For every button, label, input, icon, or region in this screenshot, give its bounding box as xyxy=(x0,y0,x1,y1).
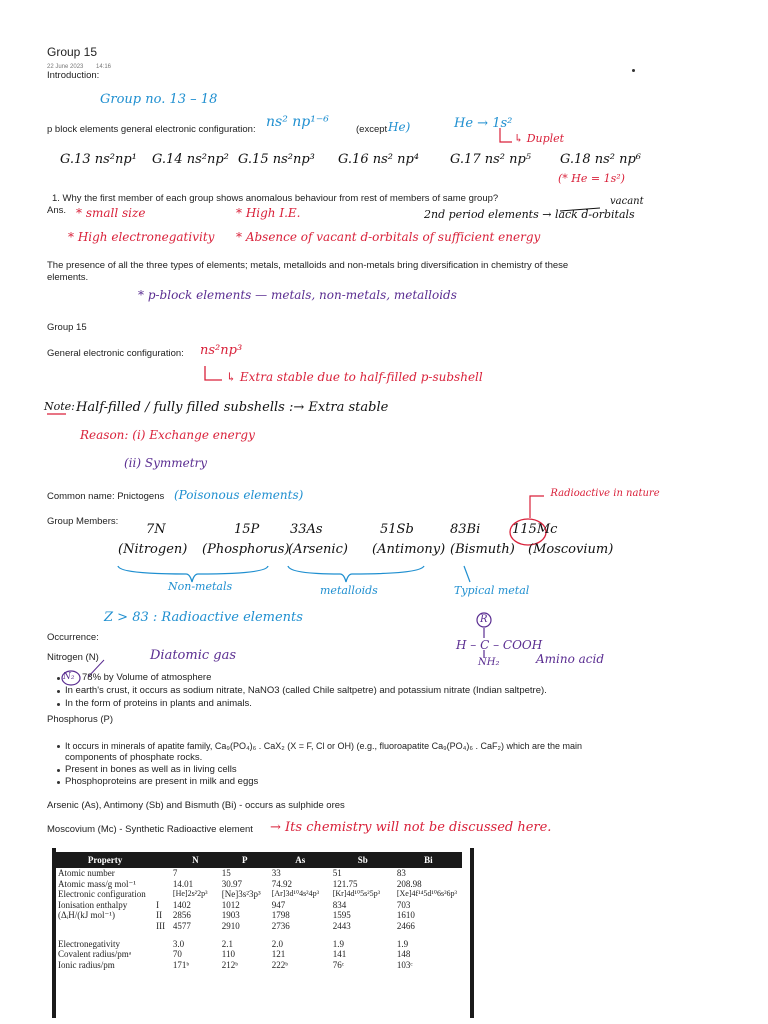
table-cell: III xyxy=(156,920,166,931)
hw-name-bismuth: (Bismuth) xyxy=(450,542,515,557)
table-cell: 4577 xyxy=(172,920,191,931)
table-cell-property: Atomic number xyxy=(58,868,115,878)
hw-symbol-mc: 115Mc xyxy=(512,522,558,537)
table-cell xyxy=(154,949,171,960)
table-cell: 1402 xyxy=(172,899,191,910)
table-cell: 15 xyxy=(221,868,231,878)
ans-label: Ans. xyxy=(47,205,67,216)
table-cell-property xyxy=(56,921,154,932)
table-cell-property: Ionic radius/pm xyxy=(58,959,115,970)
hw-g17: G.17 ns² np⁵ xyxy=(450,152,532,167)
table-cell-property: Covalent radius/pmᵃ xyxy=(58,949,132,959)
table-cell: [He]2s²2p³ xyxy=(172,889,208,898)
table-cell: 2443 xyxy=(332,920,351,931)
table-cell: 2856 xyxy=(172,910,191,920)
phosphorus-item-1: It occurs in minerals of apatite family, Ca₉(PO₄)₆ . CaX₂ (X = F, Cl or OH) (e.g., fluoroapatite Ca₉(PO₄)₆ . CaF₂) which are the main xyxy=(65,741,582,751)
bullet xyxy=(57,769,60,772)
table-row xyxy=(56,868,462,879)
hw-pblock-config: ns² np¹⁻⁶ xyxy=(266,114,329,130)
gen-config-label: General electronic configuration: xyxy=(47,348,184,359)
table-cell: 1610 xyxy=(396,910,415,920)
table-cell: 1.9 xyxy=(332,938,344,949)
hw-metalloids: metalloids xyxy=(320,584,378,597)
bullet xyxy=(57,690,60,693)
table-header: N xyxy=(171,852,220,868)
table-cell: 1595 xyxy=(332,910,351,920)
hw-amino-r: R xyxy=(480,614,488,625)
table-cell: 2736 xyxy=(271,920,290,931)
bullet xyxy=(57,703,60,706)
hw-group-no: Group no. 13 – 18 xyxy=(100,92,218,107)
table-header: Bi xyxy=(395,852,462,868)
table-header xyxy=(154,852,171,868)
hw-reason: Reason: (i) Exchange energy xyxy=(80,428,255,442)
table-header: Sb xyxy=(331,852,395,868)
hw-radioactive-nature: Radioactive in nature xyxy=(550,488,660,499)
hw-vacant: vacant xyxy=(610,196,644,207)
table-row xyxy=(56,949,462,960)
table-cell: 74.92 xyxy=(271,878,292,889)
table-row xyxy=(56,960,462,971)
hw-pnictogens: (Poisonous elements) xyxy=(174,488,304,502)
table-header: Property xyxy=(56,852,154,868)
table-row xyxy=(56,910,462,921)
hw-g18: G.18 ns² np⁶ xyxy=(560,152,642,167)
hw-diatomic: Diatomic gas xyxy=(150,648,237,663)
table-cell: 2.1 xyxy=(221,938,234,949)
table-cell: 14.01 xyxy=(172,878,194,889)
table-cell: 1.9 xyxy=(396,938,409,949)
table-cell: 947 xyxy=(271,899,286,910)
nitrogen-item-2: In earth's crust, it occurs as sodium nitrate, NaNO3 (called Chile saltpetre) and potassium nitrate (Indian saltpetre). xyxy=(65,685,547,696)
table-cell: 1798 xyxy=(271,910,290,920)
hw-typical-metal: Typical metal xyxy=(454,584,530,597)
hw-g15: G.15 ns²np³ xyxy=(238,152,315,167)
presence-text: The presence of all the three types of elements; metals, metalloids and non-metals bring diversification in chemistry of these xyxy=(47,260,569,271)
table-header: P xyxy=(220,852,270,868)
table-cell: 2.0 xyxy=(271,938,283,949)
hw-he-config: He → 1s² xyxy=(454,116,513,131)
bullet xyxy=(57,781,60,784)
phosphorus-item-2: Present in bones as well as in living cells xyxy=(65,764,237,775)
table-cell: 208.98 xyxy=(396,878,422,889)
table-cell: 70 xyxy=(172,949,182,959)
table-cell: 51 xyxy=(332,868,342,878)
nitrogen-item-3: In the form of proteins in plants and animals. xyxy=(65,698,252,709)
presence-text-2: elements. xyxy=(47,272,89,283)
hw-nonmetals: Non-metals xyxy=(168,580,233,593)
hw-note: Half-filled / fully filled subshells :→ Extra stable xyxy=(76,400,389,415)
table-cell: 76ᶜ xyxy=(332,959,345,970)
note-time: 14:16 xyxy=(96,64,112,70)
table-cell: 1012 xyxy=(221,899,240,910)
hw-g13: G.13 ns²np¹ xyxy=(60,152,137,167)
table-row xyxy=(56,879,462,890)
table-row xyxy=(56,931,462,949)
group15-heading: Group 15 xyxy=(47,322,87,333)
hw-amino-nh2: NH₂ xyxy=(478,657,500,668)
table-row xyxy=(56,889,462,900)
group-members-label: Group Members: xyxy=(47,516,119,527)
table-cell: [Kr]4d¹⁰5s²5p³ xyxy=(332,889,381,898)
hw-chem-not-discussed: → Its chemistry will not be discussed here. xyxy=(270,820,552,835)
hw-symbol-p: 15P xyxy=(234,522,260,537)
hw-2nd-period: 2nd period elements → lack d-orbitals xyxy=(424,208,635,221)
hw-extra-stable: ↳ Extra stable due to half-filled p-subshell xyxy=(226,370,483,384)
phosphorus-label: Phosphorus (P) xyxy=(47,714,114,725)
hw-ans-vacant-d: * Absence of vacant d-orbitals of sufficient energy xyxy=(236,230,541,244)
common-name-label: Common name: Pnictogens xyxy=(47,491,165,502)
table-cell: I xyxy=(156,899,160,910)
table-cell: 148 xyxy=(396,949,411,959)
table-cell: 141 xyxy=(332,949,347,959)
table-header: As xyxy=(270,852,331,868)
table-cell: 83 xyxy=(396,868,406,878)
moscovium-line: Moscovium (Mc) - Synthetic Radioactive element xyxy=(47,824,253,835)
table-cell: 2910 xyxy=(221,920,240,931)
nitrogen-label: Nitrogen (N) xyxy=(47,652,99,663)
table-cell: [Xe]4f¹⁴5d¹⁰6s²6p³ xyxy=(396,889,457,898)
except-label: (except xyxy=(356,124,388,135)
table-cell: 33 xyxy=(271,868,281,878)
table-cell: 110 xyxy=(221,949,235,959)
arsenic-line: Arsenic (As), Antimony (Sb) and Bismuth (Bi) - occurs as sulphide ores xyxy=(47,800,345,811)
nitrogen-item-1: 78% by Volume of atmosphere xyxy=(82,672,212,683)
table-cell: II xyxy=(156,910,163,920)
table-cell: 212ᵇ xyxy=(221,959,239,970)
hw-gen-config: ns²np³ xyxy=(200,343,243,358)
table-cell: 703 xyxy=(396,899,411,910)
hw-ans-high-ie: * High I.E. xyxy=(236,206,301,220)
table-cell: 834 xyxy=(332,899,347,910)
table-cell xyxy=(154,868,171,879)
hw-he: He) xyxy=(388,120,411,134)
hw-symbol-sb: 51Sb xyxy=(380,522,414,537)
hw-duplet: ↳ Duplet xyxy=(514,132,565,145)
table-cell: [Ar]3d¹⁰4s²4p³ xyxy=(271,889,319,898)
bullet xyxy=(57,677,60,680)
table-cell: 103ᶜ xyxy=(396,959,413,970)
table-cell-property: Atomic mass/g mol⁻¹ xyxy=(58,878,136,889)
table-cell xyxy=(154,879,171,890)
hw-name-phosphorus: (Phosphorus) xyxy=(202,542,290,557)
hw-name-antimony: (Antimony) xyxy=(372,542,446,557)
table-cell: 7 xyxy=(172,868,178,878)
table-row xyxy=(56,921,462,932)
table-cell: 222ᵇ xyxy=(271,959,288,970)
hw-symbol-bi: 83Bi xyxy=(450,522,481,537)
hw-symbol-n: 7N xyxy=(146,522,166,537)
hw-g14: G.14 ns²np² xyxy=(152,152,229,167)
hw-symbol-as: 33As xyxy=(290,522,323,537)
bullet xyxy=(57,745,60,748)
phosphorus-item-3: Phosphoproteins are present in milk and eggs xyxy=(65,776,259,787)
table-row xyxy=(56,900,462,911)
table-cell xyxy=(154,960,171,971)
table-cell: 121.75 xyxy=(332,878,358,889)
table-header-row xyxy=(56,852,462,868)
table-cell-property: (ΔᵢH/(kJ mol⁻¹) xyxy=(58,910,115,920)
table-cell: 3.0 xyxy=(172,938,185,949)
hw-ans-small-size: * small size xyxy=(76,206,146,220)
page-marker xyxy=(632,69,635,72)
table-cell: [Ne]3s²3p³ xyxy=(221,889,261,899)
table-cell-property: Ionisation enthalpy xyxy=(58,899,128,910)
phosphorus-item-1b: components of phosphate rocks. xyxy=(65,752,203,763)
table-cell: 30.97 xyxy=(221,878,243,889)
hw-name-arsenic: (Arsenic) xyxy=(288,542,348,557)
hw-g16: G.16 ns² np⁴ xyxy=(338,152,420,167)
hw-pblock-types: * p-block elements — metals, non-metals, metalloids xyxy=(138,288,457,302)
hw-note-label: Note: xyxy=(44,400,75,413)
table-cell-property: Electronic configuration xyxy=(58,889,146,899)
occurrence-label: Occurrence: xyxy=(47,632,99,643)
page-title: Group 15 xyxy=(47,45,98,59)
table-cell: 1903 xyxy=(221,910,240,920)
hw-amino-acid: Amino acid xyxy=(536,652,605,666)
properties-table xyxy=(56,852,462,970)
hw-name-nitrogen: (Nitrogen) xyxy=(118,542,188,557)
table-cell-property: Electronegativity xyxy=(58,938,120,949)
table-cell: 171ᵇ xyxy=(172,959,190,970)
table-cell: 2466 xyxy=(396,920,415,931)
table-cell: 121 xyxy=(271,949,286,959)
table-cell xyxy=(154,931,171,949)
intro-heading: Introduction: xyxy=(47,70,100,81)
hw-n2: N₂ xyxy=(63,672,75,682)
hw-ans-electronegativity: * High electronegativity xyxy=(68,230,215,244)
hw-name-moscovium: (Moscovium) xyxy=(528,542,614,557)
hw-z83: Z > 83 : Radioactive elements xyxy=(104,610,303,625)
hw-amino-struct: H – C – COOH xyxy=(456,638,543,652)
note-date: 22 June 2023 xyxy=(47,64,84,70)
table-cell xyxy=(154,889,171,900)
hw-reason-2: (ii) Symmetry xyxy=(124,456,208,470)
question-1: 1. Why the first member of each group shows anomalous behaviour from rest of members of same group? xyxy=(52,193,499,204)
pblock-label: p block elements general electronic configuration: xyxy=(47,124,256,135)
hw-he-note: (* He = 1s²) xyxy=(558,172,625,185)
